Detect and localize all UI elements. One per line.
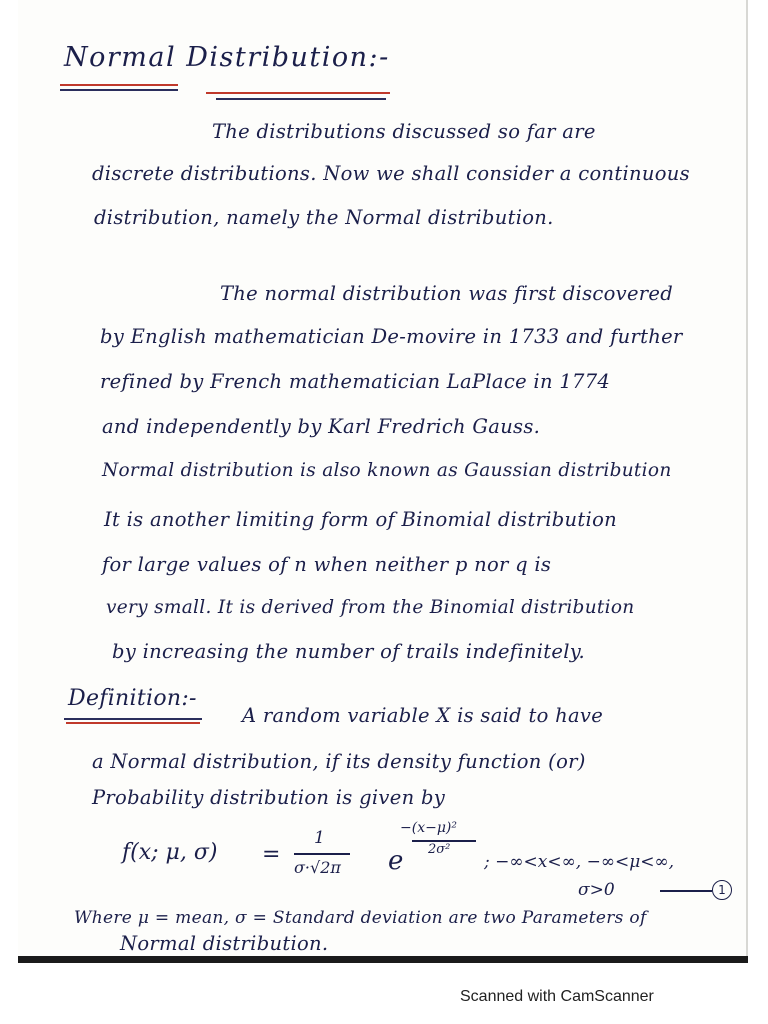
scan-border (18, 956, 748, 963)
definition-heading: Definition:- (68, 686, 197, 711)
equation-number: 1 (712, 880, 732, 900)
title-underline-red (60, 84, 178, 86)
paragraph2-line: by English mathematician De-movire in 1733 and further (100, 325, 683, 348)
definition-line: A random variable X is said to have (242, 704, 604, 727)
paragraph2-line: by increasing the number of trails indefinitely. (112, 640, 585, 663)
paragraph2-line: It is another limiting form of Binomial distribution (104, 508, 617, 531)
paragraph2-line: for large values of n when neither p nor q is (102, 553, 552, 576)
page-title: Normal Distribution:- (64, 42, 390, 73)
paragraph1-line: discrete distributions. Now we shall consider a continuous (92, 162, 690, 185)
equation-number-leader (660, 890, 712, 892)
title-underline-dark-2 (216, 98, 386, 100)
formula-exponent-numerator: −(x−μ)² (400, 820, 457, 836)
formula-fraction-bar (294, 853, 350, 855)
formula-denominator: σ·√2π (294, 858, 341, 877)
where-line: Normal distribution. (120, 932, 329, 955)
formula-lhs: f(x; μ, σ) (122, 840, 218, 865)
definition-line: Probability distribution is given by (92, 786, 446, 809)
where-line: Where μ = mean, σ = Standard deviation are two Parameters of (74, 908, 647, 928)
paragraph2-line: and independently by Karl Fredrich Gauss. (102, 415, 541, 438)
definition-underline-red (66, 722, 200, 724)
title-underline-dark (60, 89, 178, 91)
formula-conditions: ; −∞<x<∞, −∞<μ<∞, (484, 852, 675, 872)
paragraph1-line: The distributions discussed so far are (212, 120, 596, 143)
formula-exponent-denominator: 2σ² (428, 842, 451, 857)
definition-line: a Normal distribution, if its density function (or) (92, 750, 586, 773)
formula-equals: = (262, 842, 281, 867)
paragraph2-line: refined by French mathematician LaPlace in 1774 (100, 370, 611, 393)
formula-sigma-condition: σ>0 (578, 880, 615, 900)
paragraph2-line: Normal distribution is also known as Gaussian distribution (102, 460, 672, 481)
camscanner-watermark: Scanned with CamScanner (460, 988, 654, 1005)
paragraph1-line: distribution, namely the Normal distribution. (94, 206, 554, 229)
definition-underline (64, 718, 202, 720)
formula-numerator: 1 (314, 828, 325, 848)
formula-base: e (388, 846, 404, 876)
paragraph2-line: The normal distribution was first discovered (220, 282, 674, 305)
paper-edge (746, 0, 748, 960)
title-underline-red-2 (206, 92, 390, 94)
paragraph2-line: very small. It is derived from the Binomial distribution (106, 597, 635, 618)
